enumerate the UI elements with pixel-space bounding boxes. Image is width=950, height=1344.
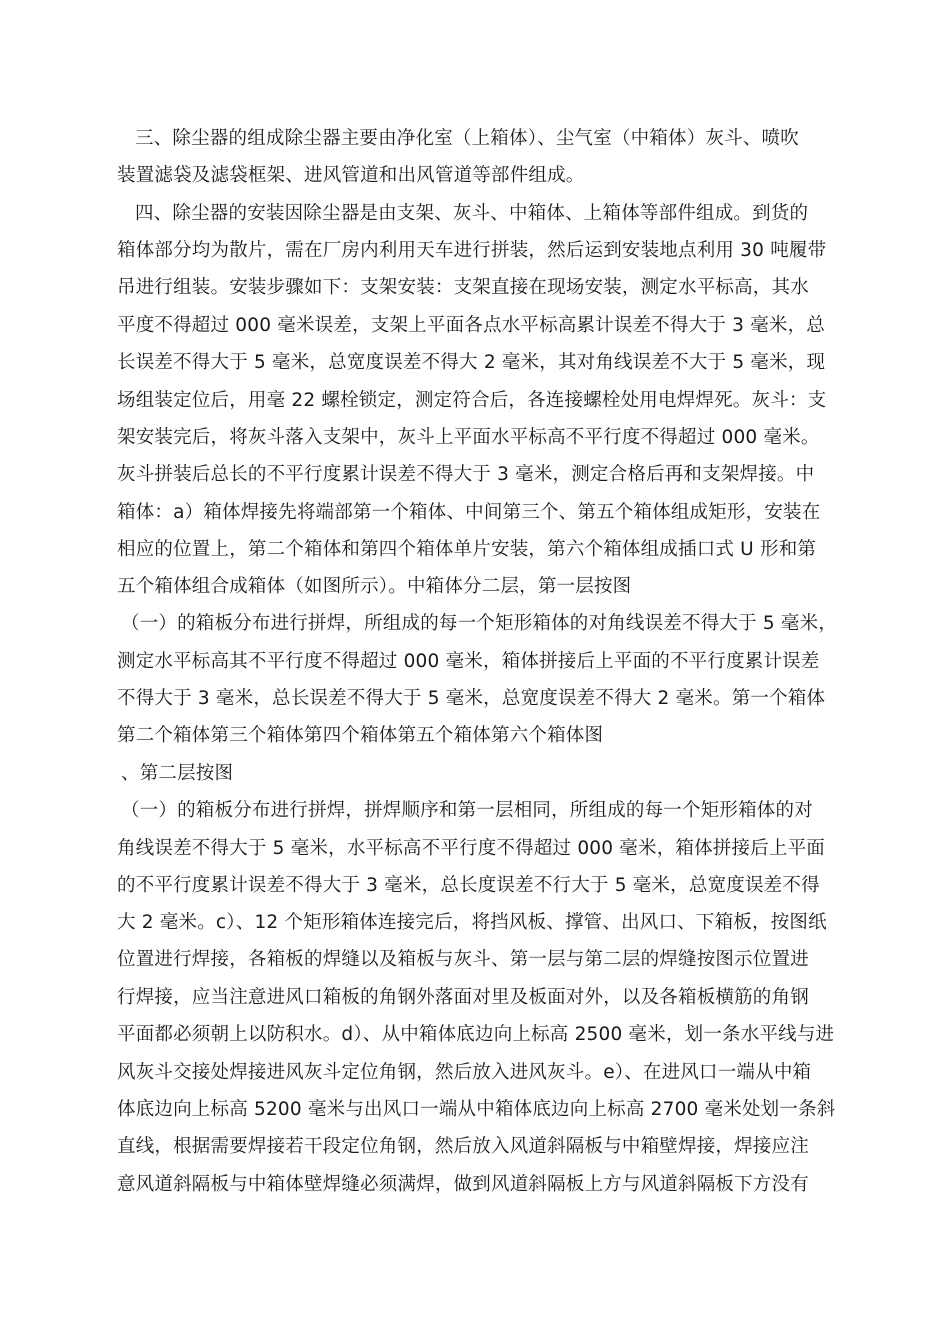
layer-1-line-4: 第二个箱体第三个箱体第四个箱体第五个箱体第六个箱体图	[117, 725, 604, 746]
paragraph-4-line-11: 五个箱体组合成箱体（如图所示）。中箱体分二层，第一层按图	[117, 576, 632, 597]
paragraph-4-line-1: 四、除尘器的安装因除尘器是由支架、灰斗、中箱体、上箱体等部件组成。到货的	[135, 203, 809, 224]
layer-2-line-8: 风灰斗交接处焊接进风灰斗定位角钢，然后放入进风灰斗。e）、在进风口一端从中箱	[117, 1062, 812, 1083]
paragraph-4-line-10: 相应的位置上，第二个箱体和第四个箱体单片安装，第六个箱体组成插口式 U 形和第	[117, 539, 817, 560]
layer-2-line-6: 行焊接，应当注意进风口箱板的角钢外落面对里及板面对外，以及各箱板横筋的角钢	[117, 987, 809, 1008]
layer-2-heading: 、第二层按图	[121, 763, 234, 784]
layer-1-line-1: （一）的箱板分布进行拼焊，所组成的每一个矩形箱体的对角线误差不得大于 5 毫米，	[121, 613, 838, 634]
paragraph-4-line-6: 场组装定位后，用毫 22 螺栓锁定，测定符合后，各连接螺栓处用电焊焊死。灰斗：支	[117, 390, 827, 411]
paragraph-4-line-8: 灰斗拼装后总长的不平行度累计误差不得大于 3 毫米，测定合格后再和支架焊接。中	[117, 464, 815, 485]
layer-1-line-3: 不得大于 3 毫米，总长误差不得大于 5 毫米，总宽度误差不得大 2 毫米。第一个箱体	[117, 688, 826, 709]
layer-2-line-7: 平面都必须朝上以防积水。d）、从中箱体底边向上标高 2500 毫米，划一条水平线与进	[117, 1024, 835, 1045]
layer-2-line-11: 意风道斜隔板与中箱体壁焊缝必须满焊，做到风道斜隔板上方与风道斜隔板下方没有	[117, 1174, 809, 1195]
paragraph-4-line-2: 箱体部分均为散片，需在厂房内利用天车进行拼装，然后运到安装地点利用 30 吨履带	[117, 240, 827, 261]
paragraph-3-line-1: 三、除尘器的组成除尘器主要由净化室（上箱体）、尘气室（中箱体）灰斗、喷吹	[135, 128, 799, 149]
layer-1-line-2: 测定水平标高其不平行度不得超过 000 毫米，箱体拼接后上平面的不平行度累计误差	[117, 651, 820, 672]
layer-2-line-10: 直线，根据需要焊接若干段定位角钢，然后放入风道斜隔板与中箱壁焊接，焊接应注	[117, 1136, 809, 1157]
paragraph-4-line-4: 平度不得超过 000 毫米误差，支架上平面各点水平标高累计误差不得大于 3 毫米，总	[117, 315, 826, 336]
layer-2-line-5: 位置进行焊接，各箱板的焊缝以及箱板与灰斗、第一层与第二层的焊缝按图示位置进	[117, 949, 809, 970]
layer-2-line-9: 体底边向上标高 5200 毫米与出风口一端从中箱体底边向上标高 2700 毫米处划一条斜	[117, 1099, 836, 1120]
paragraph-4-line-3: 吊进行组装。安装步骤如下：支架安装：支架直接在现场安装，测定水平标高，其水	[117, 277, 809, 298]
paragraph-3-line-2: 装置滤袋及滤袋框架、进风管道和出风管道等部件组成。	[117, 165, 585, 186]
layer-2-line-2: 角线误差不得大于 5 毫米，水平标高不平行度不得超过 000 毫米，箱体拼接后上平面	[117, 838, 826, 859]
paragraph-4-line-7: 架安装完后，将灰斗落入支架中，灰斗上平面水平标高不平行度不得超过 000 毫米。	[117, 427, 820, 448]
paragraph-4-line-5: 长误差不得大于 5 毫米，总宽度误差不得大 2 毫米，其对角线误差不大于 5 毫米，现	[117, 352, 826, 373]
layer-2-line-3: 的不平行度累计误差不得大于 3 毫米，总长度误差不行大于 5 毫米，总宽度误差不得	[117, 875, 820, 896]
layer-2-line-4: 大 2 毫米。c）、12 个矩形箱体连接完后，将挡风板、撑管、出风口、下箱板，按图纸	[117, 912, 827, 933]
layer-2-line-1: （一）的箱板分布进行拼焊，拼焊顺序和第一层相同，所组成的每一个矩形箱体的对	[121, 800, 813, 821]
paragraph-4-line-9: 箱体：a）箱体焊接先将端部第一个箱体、中间第三个、第五个箱体组成矩形，安装在	[117, 502, 821, 523]
